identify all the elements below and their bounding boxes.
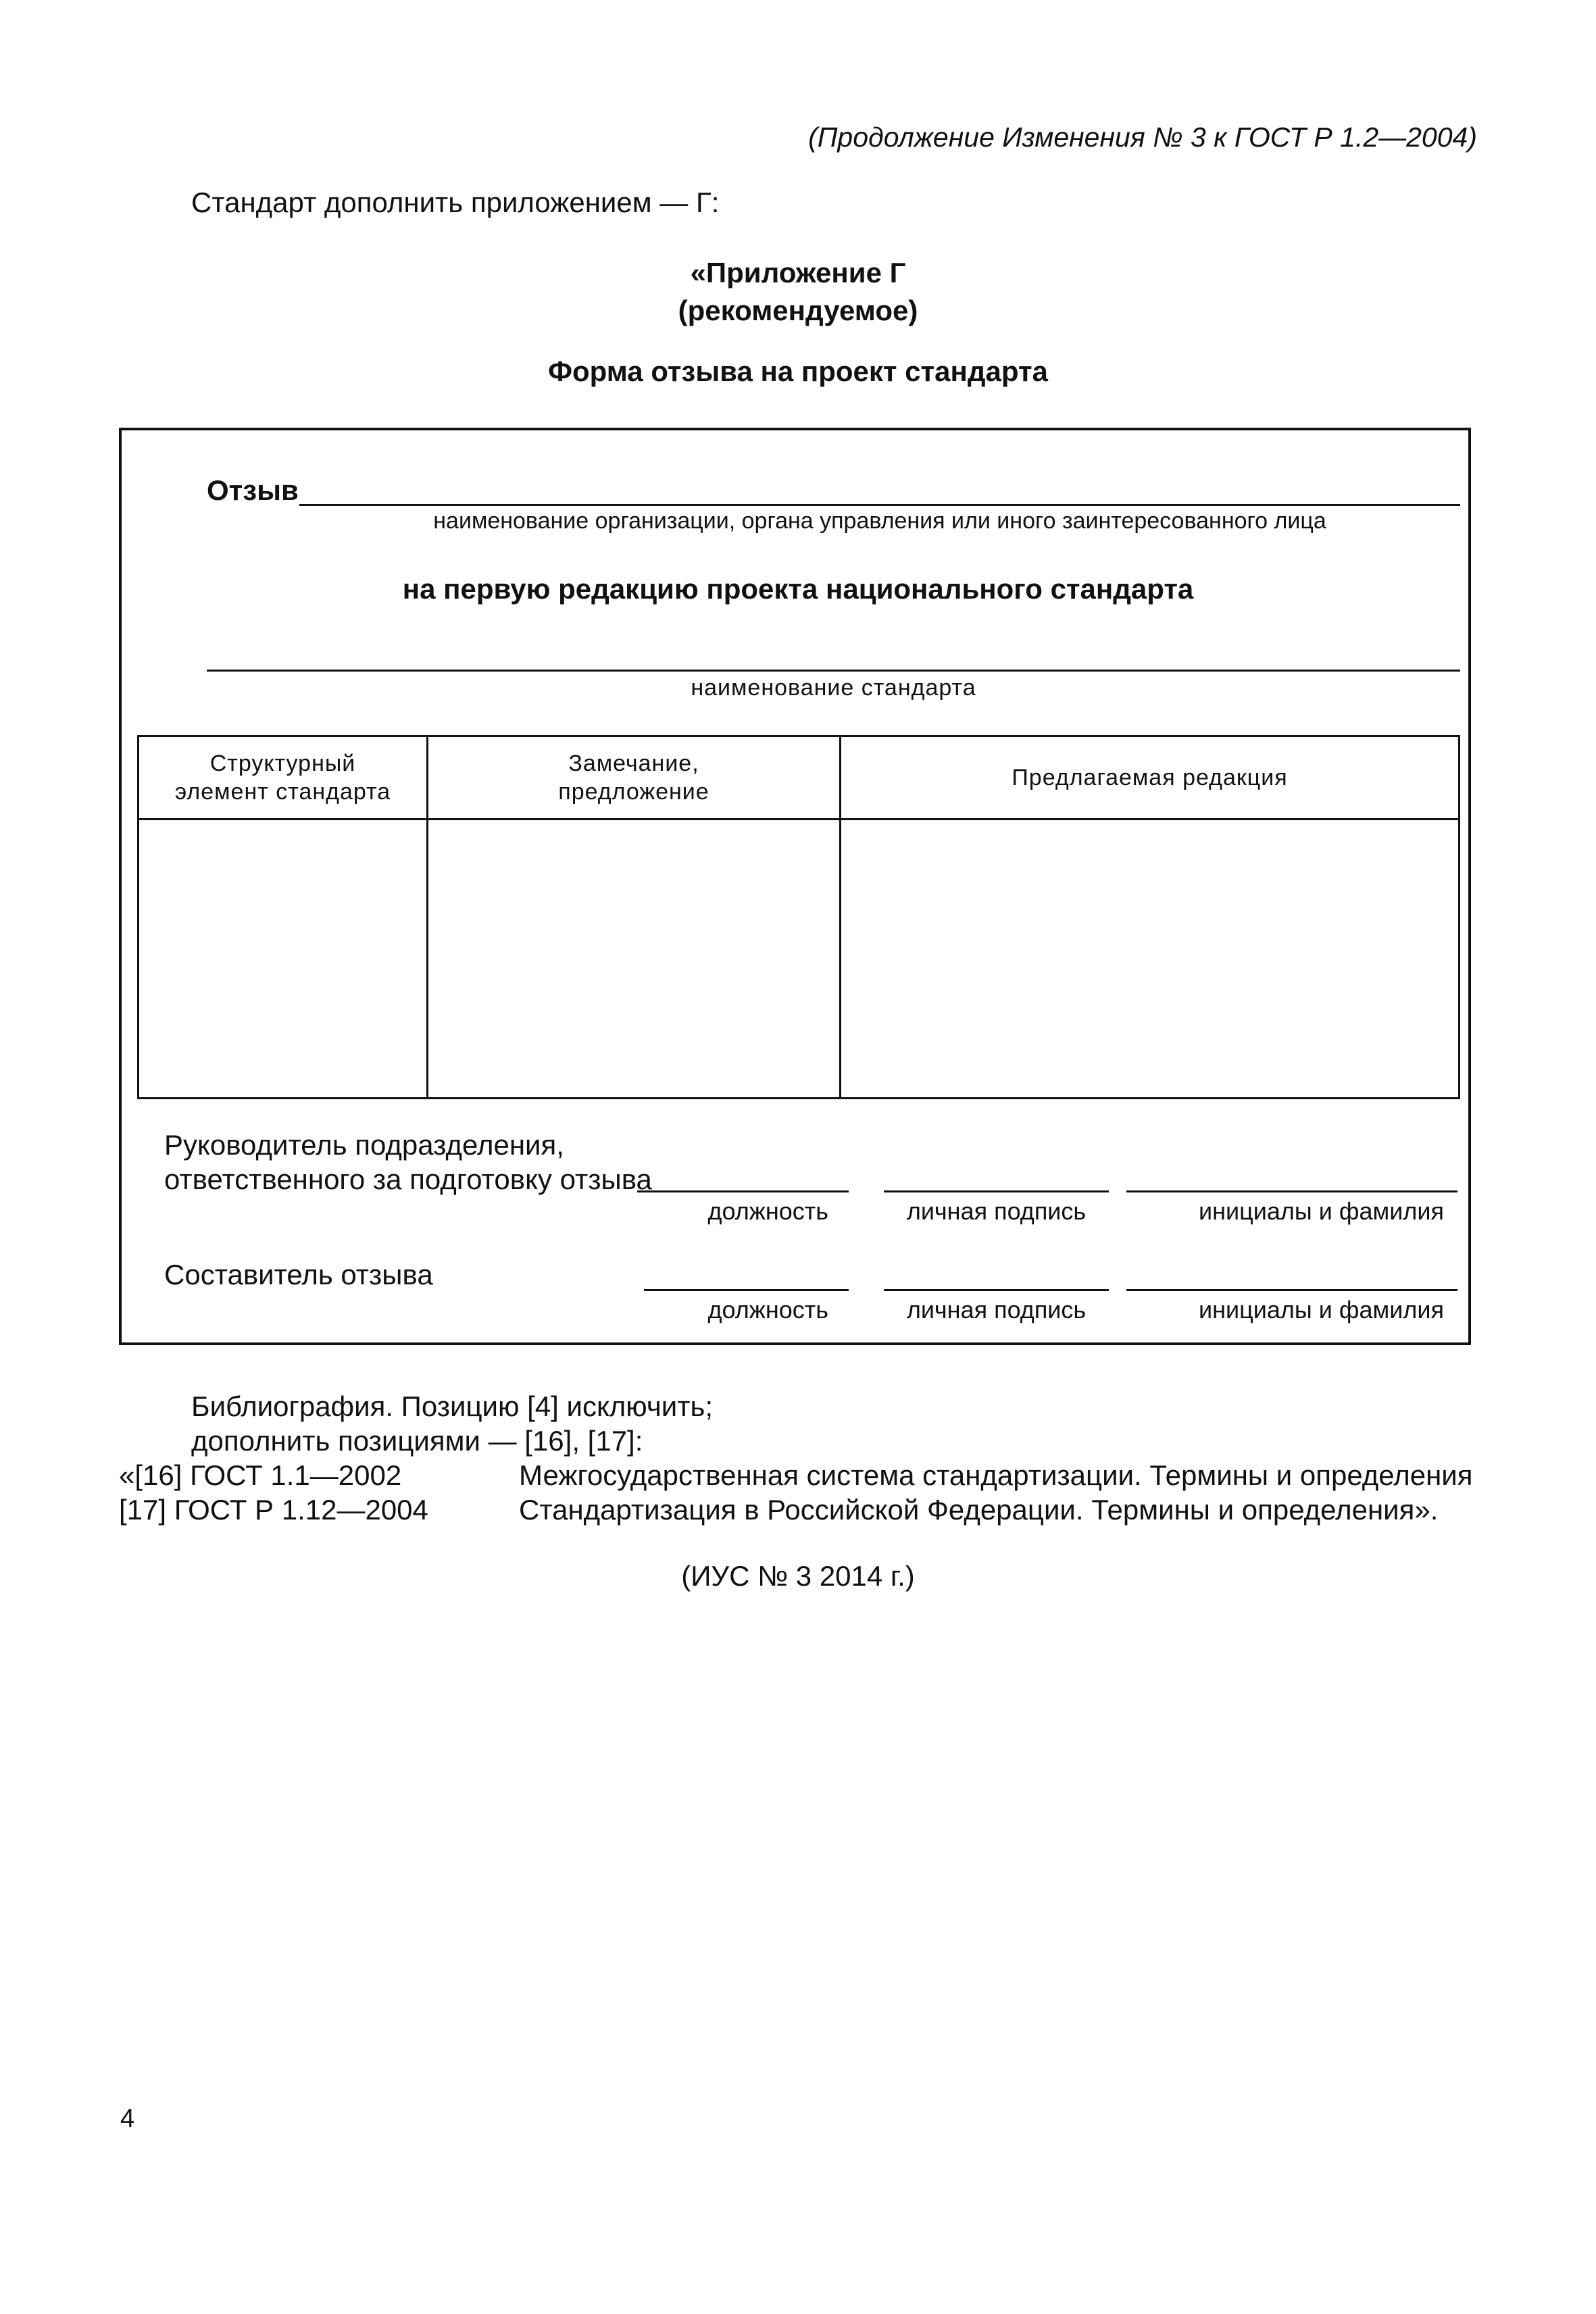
- appendix-status: (рекомендуемое): [678, 295, 918, 326]
- appendix-title: «Приложение Г: [690, 257, 906, 288]
- bibliography-entry-ref: «[16] ГОСТ 1.1—2002: [119, 1459, 402, 1491]
- compiler-signature-caption: личная подпись: [906, 1296, 1087, 1324]
- table-cell-element: [139, 820, 428, 1099]
- form-title: Форма отзыва на проект стандарта: [548, 355, 1048, 387]
- head-signature-line: [884, 1190, 1109, 1192]
- compiler-position-caption: должность: [707, 1296, 828, 1324]
- page-number: 4: [120, 2105, 135, 2133]
- standard-name-line: [207, 670, 1460, 672]
- head-name-caption: инициалы и фамилия: [1199, 1197, 1444, 1225]
- running-head: (Продолжение Изменения № 3 к ГОСТ Р 1.2—2004): [808, 122, 1477, 153]
- table-cell-proposed: [841, 820, 1460, 1099]
- column-header-proposed: Предлагаемая редакция: [841, 736, 1460, 820]
- head-of-department-label: Руководитель подразделения, ответственного за подготовку отзыва: [164, 1129, 652, 1195]
- bibliography-entry-title: Межгосударственная система стандартизации. Термины и определения: [519, 1459, 1473, 1491]
- compiler-signature-line: [884, 1289, 1109, 1291]
- head-position-caption: должность: [707, 1197, 828, 1225]
- bibliography-entry-ref: [17] ГОСТ Р 1.12—2004: [119, 1494, 428, 1526]
- review-organization-caption: наименование организации, органа управления или иного заинтересованного лица: [433, 508, 1326, 534]
- intro-text: Стандарт дополнить приложением — Г:: [191, 186, 720, 218]
- column-header-comment: Замечание, предложение: [428, 736, 841, 820]
- compiler-label: Составитель отзыва: [164, 1259, 433, 1290]
- ius-reference: (ИУС № 3 2014 г.): [681, 1560, 915, 1592]
- table-row: [139, 820, 1460, 1099]
- bibliography-entry-title: Стандартизация в Российской Федерации. Термины и определения».: [519, 1494, 1439, 1526]
- head-signature-caption: личная подпись: [906, 1197, 1087, 1225]
- compiler-name-caption: инициалы и фамилия: [1199, 1296, 1444, 1324]
- head-position-line: [637, 1190, 849, 1192]
- table-header-row: [139, 736, 1460, 820]
- bibliography-intro: Библиография. Позицию [4] исключить; дополнить позициями — [16], [17]:: [191, 1390, 714, 1457]
- review-organization-line: [299, 504, 1460, 506]
- column-header-element: Структурный элемент стандарта: [139, 736, 428, 820]
- draft-heading: на первую редакцию проекта национального стандарта: [402, 573, 1194, 605]
- compiler-position-line: [644, 1289, 849, 1291]
- comment-table: [137, 735, 1460, 1099]
- head-name-line: [1126, 1190, 1457, 1192]
- appendix-heading: [0, 254, 1596, 330]
- table-cell-comment: [428, 820, 841, 1099]
- compiler-name-line: [1126, 1289, 1457, 1291]
- review-label: Отзыв: [207, 474, 299, 506]
- standard-name-caption: наименование стандарта: [691, 675, 976, 701]
